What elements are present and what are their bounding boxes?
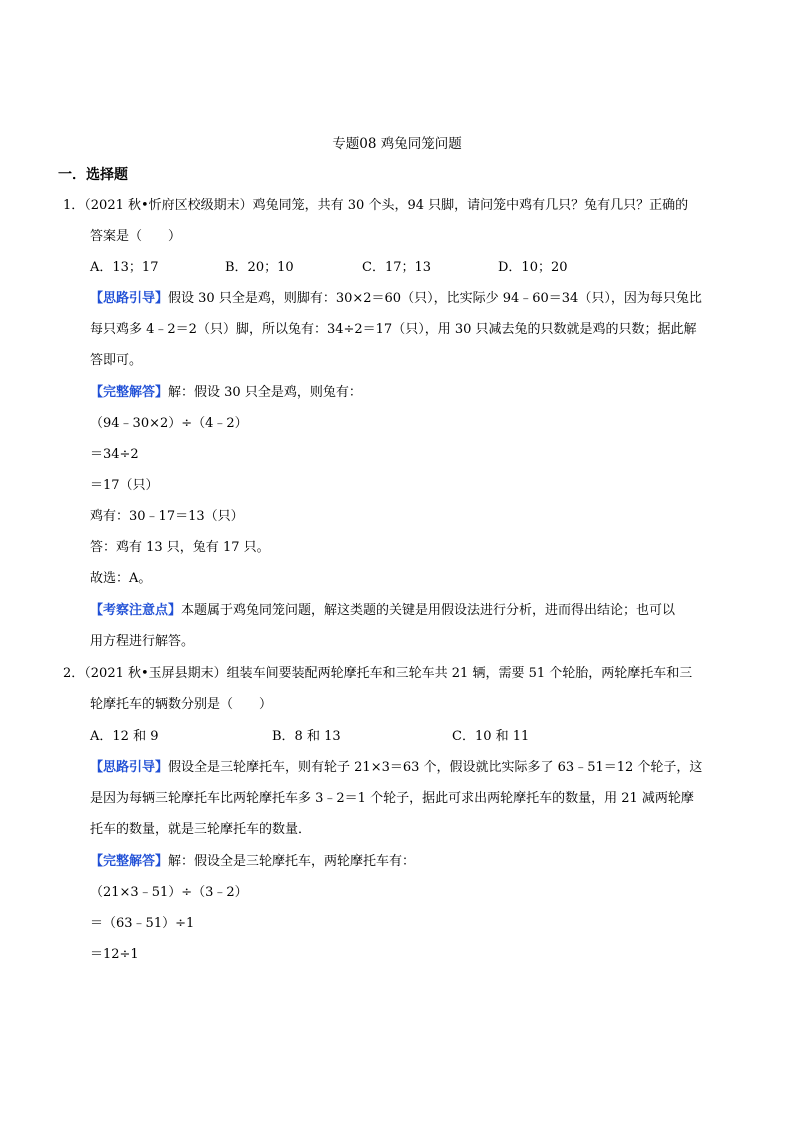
q2-step-1: （21×3﹣51）÷（3﹣2） xyxy=(90,885,248,900)
q1-hint-line1 xyxy=(90,289,702,309)
q1-answer-text: 解：假设 30 只全是鸡，则兔有： xyxy=(168,385,362,400)
q2-stem-line2: 轮摩托车的辆数分别是（ ） xyxy=(90,697,273,712)
q1-note-text1: 本题属于鸡兔同笼问题，解这类题的关键是用假设法进行分析，进而得出结论；也可以 xyxy=(181,603,676,618)
q2-step-2: ＝（63﹣51）÷1 xyxy=(90,916,195,931)
q1-stem-line1: 1．（2021 秋•忻府区校级期末）鸡兔同笼，共有 30 个头，94 只脚，请问笼中鸡有几只？兔有几只？正确的 xyxy=(63,198,689,213)
q1-note-tag: 【考察注意点】 xyxy=(90,603,182,618)
section-heading: 一．选择题 xyxy=(58,167,128,183)
q1-step-3: ＝17（只） xyxy=(90,478,159,493)
q1-hint-tag: 【思路引导】 xyxy=(90,291,169,306)
q2-step-3: ＝12÷1 xyxy=(90,947,139,962)
q1-step-1: （94﹣30×2）÷（4﹣2） xyxy=(90,416,248,431)
q2-answer-text: 解：假设全是三轮摩托车，两轮摩托车有： xyxy=(168,854,416,869)
q1-answer-intro xyxy=(90,383,362,403)
q2-option-a: A．12 和 9 xyxy=(90,729,159,744)
q2-hint-line1 xyxy=(90,758,702,778)
q1-stem-line2: 答案是（ ） xyxy=(90,229,182,244)
q1-hint-line2: 每只鸡多 4﹣2＝2（只）脚，所以兔有：34÷2＝17（只），用 30 只减去兔的只数就是鸡的只数；据此解 xyxy=(90,322,697,337)
q2-hint-line3: 托车的数量，就是三轮摩托车的数量． xyxy=(90,822,312,837)
q1-note-line2: 用方程进行解答。 xyxy=(90,634,195,649)
q1-step-4: 鸡有：30﹣17＝13（只） xyxy=(90,509,244,524)
q1-hint-text1: 假设 30 只全是鸡，则脚有：30×2＝60（只），比实际少 94﹣60＝34（只），因为每只兔比 xyxy=(168,291,702,306)
q2-answer-tag: 【完整解答】 xyxy=(90,854,169,869)
q1-option-c: C．17；13 xyxy=(362,260,432,275)
q1-step-6: 故选：A。 xyxy=(90,571,152,586)
q1-step-2: ＝34÷2 xyxy=(90,447,139,462)
page-title: 专题08 鸡兔同笼问题 xyxy=(332,136,462,152)
q1-hint-line3: 答即可。 xyxy=(90,353,143,368)
q2-option-c: C．10 和 11 xyxy=(452,729,530,744)
q2-stem-line1: 2．（2021 秋•玉屏县期末）组装车间要装配两轮摩托车和三轮车共 21 辆，需要 51 个轮胎，两轮摩托车和三 xyxy=(63,666,693,681)
q2-hint-tag: 【思路引导】 xyxy=(90,760,169,775)
q1-answer-tag: 【完整解答】 xyxy=(90,385,169,400)
q2-answer-intro xyxy=(90,852,415,872)
q2-option-b: B．8 和 13 xyxy=(272,729,341,744)
q1-option-d: D．10；20 xyxy=(498,260,568,275)
q1-option-b: B．20；10 xyxy=(225,260,294,275)
q2-hint-line2: 是因为每辆三轮摩托车比两轮摩托车多 3﹣2＝1 个轮子，据此可求出两轮摩托车的数量，用 21 减两轮摩 xyxy=(90,791,694,806)
q1-step-5: 答：鸡有 13 只，兔有 17 只。 xyxy=(90,540,270,555)
q2-hint-text1: 假设全是三轮摩托车，则有轮子 21×3＝63 个，假设就比实际多了 63﹣51＝12 个轮子，这 xyxy=(168,760,703,775)
q1-note-line1 xyxy=(90,601,675,621)
q1-option-a: A．13；17 xyxy=(90,260,159,275)
